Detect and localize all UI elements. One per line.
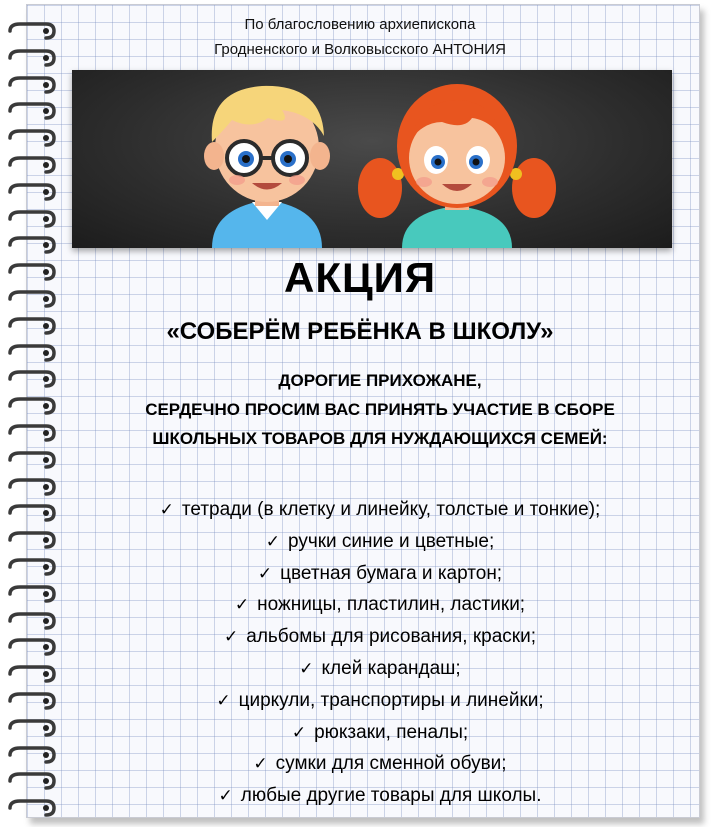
blessing-line-2: Гродненского и Волковысского АНТОНИЯ: [214, 41, 506, 58]
spiral-ring-icon: [6, 449, 58, 471]
spiral-ring-icon: [6, 100, 58, 122]
spiral-ring-icon: [6, 368, 58, 390]
spiral-ring-icon: [6, 288, 58, 310]
appeal-text: [60, 366, 700, 453]
page-title: АКЦИЯ: [283, 254, 437, 301]
checkmark-icon: ✓: [265, 531, 280, 551]
list-item: [70, 748, 690, 780]
spiral-ring-icon: [6, 261, 58, 283]
children-illustration: [72, 70, 672, 248]
list-item-label: клей карандаш;: [321, 657, 461, 679]
spiral-ring-icon: [6, 690, 58, 712]
girl-figure: [358, 84, 556, 248]
spiral-ring-icon: [6, 529, 58, 551]
spiral-ring-icon: [6, 154, 58, 176]
spiral-ring-icon: [6, 342, 58, 364]
list-item-label: циркули, транспортиры и линейки;: [238, 689, 544, 711]
checkmark-icon: ✓: [224, 627, 239, 647]
list-item-label: тетради (в клетку и линейку, толстые и тонкие);: [181, 499, 601, 520]
spiral-ring-icon: [6, 315, 58, 337]
spiral-ring-icon: [6, 583, 58, 605]
spiral-ring-icon: [6, 717, 58, 739]
list-item: [70, 780, 690, 812]
list-item-label: ручки синие и цветные;: [287, 530, 495, 552]
spiral-ring-icon: [6, 47, 58, 69]
spiral-ring-icon: [6, 234, 58, 256]
appeal-line-2: СЕРДЕЧНО ПРОСИМ ВАС ПРИНЯТЬ УЧАСТИЕ В СБОРЕ: [145, 400, 615, 419]
spiral-ring-icon: [6, 502, 58, 524]
chalkboard-banner: [72, 70, 672, 248]
spiral-ring-icon: [6, 74, 58, 96]
checkmark-icon: ✓: [291, 722, 307, 742]
appeal-line-1: ДОРОГИЕ ПРИХОЖАНЕ,: [278, 371, 482, 390]
list-item: [70, 621, 690, 653]
blessing-text: [120, 12, 600, 62]
list-item-label: рюкзаки, пеналы;: [314, 721, 469, 743]
checkmark-icon: ✓: [299, 658, 314, 678]
spiral-ring-icon: [6, 744, 58, 766]
spiral-ring-icon: [6, 663, 58, 685]
checkmark-icon: ✓: [159, 500, 174, 519]
checkmark-icon: ✓: [216, 690, 231, 710]
checkmark-icon: ✓: [257, 563, 273, 583]
checkmark-icon: ✓: [234, 595, 250, 615]
spiral-ring-icon: [6, 181, 58, 203]
spiral-ring-icon: [6, 556, 58, 578]
supplies-list: [70, 494, 690, 812]
spiral-ring-icon: [6, 208, 58, 230]
boy-figure: [204, 86, 330, 248]
list-item: [70, 589, 690, 621]
blessing-line-1: По благословению архиепископа: [244, 16, 476, 33]
list-item-label: сумки для сменной обуви;: [275, 753, 507, 775]
list-item-label: любые другие товары для школы.: [240, 785, 542, 807]
spiral-ring-icon: [6, 610, 58, 632]
list-item: [70, 685, 690, 717]
spiral-ring-icon: [6, 636, 58, 658]
appeal-line-3: ШКОЛЬНЫХ ТОВАРОВ ДЛЯ НУЖДАЮЩИХСЯ СЕМЕЙ:: [152, 429, 608, 448]
campaign-subtitle: «СОБЕРЁМ РЕБЁНКА В ШКОЛУ»: [166, 318, 554, 345]
spiral-ring-icon: [6, 127, 58, 149]
list-item: [70, 558, 690, 590]
list-item: [70, 494, 690, 526]
list-item-label: альбомы для рисования, краски;: [246, 626, 536, 648]
checkmark-icon: ✓: [253, 754, 268, 774]
list-item-label: ножницы, пластилин, ластики;: [257, 594, 526, 616]
spiral-ring-icon: [6, 797, 58, 819]
spiral-ring-icon: [6, 395, 58, 417]
spiral-ring-icon: [6, 422, 58, 444]
list-item: [70, 653, 690, 685]
list-item: [70, 717, 690, 749]
spiral-ring-icon: [6, 476, 58, 498]
spiral-ring-icon: [6, 770, 58, 792]
list-item: [70, 526, 690, 558]
list-item-label: цветная бумага и картон;: [280, 562, 503, 584]
spiral-ring-icon: [6, 20, 58, 42]
checkmark-icon: ✓: [218, 786, 233, 806]
spiral-binding: [0, 0, 60, 827]
